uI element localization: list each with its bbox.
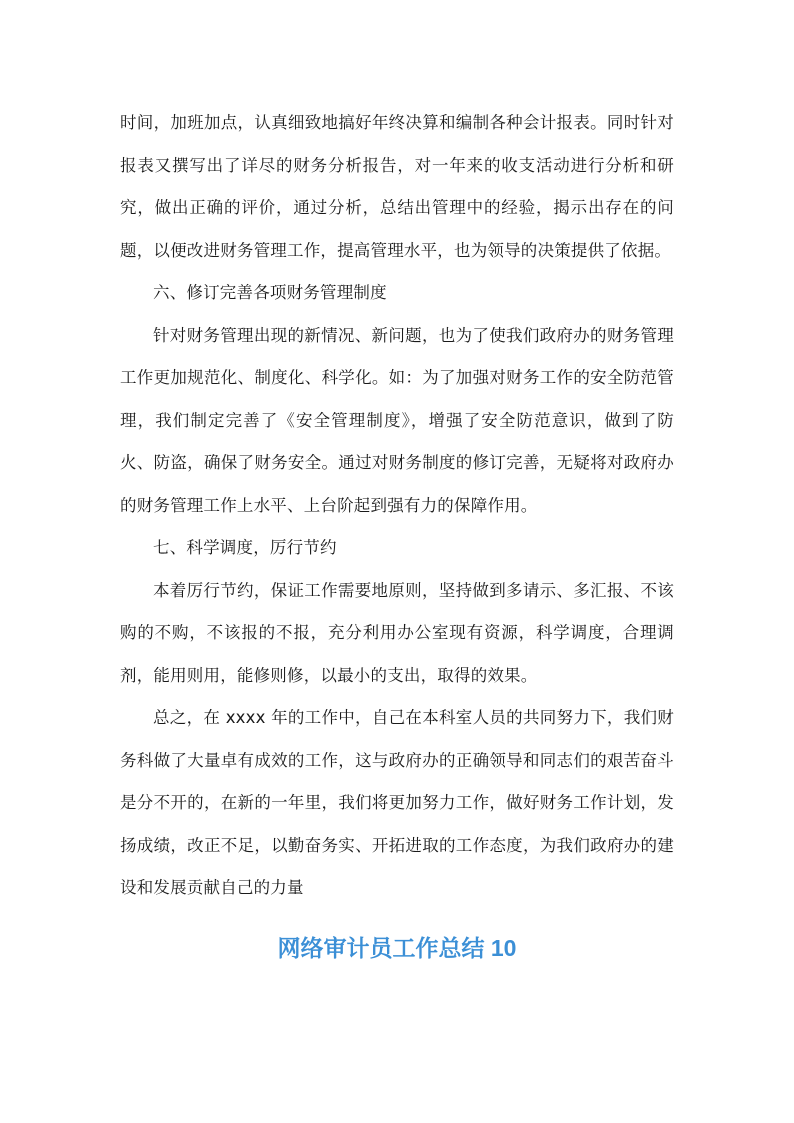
paragraph-report-continuation: 时间，加班加点，认真细致地搞好年终决算和编制各种会计报表。同时针对报表又撰写出了详尽的财务分析报告，对一年来的收支活动进行分析和研究，做出正确的评价，通过分析，总结出管理中的经验，揭示出存在的问题，以便改进财务管理工作，提高管理水平，也为领导的决策提供了依据。 (120, 113, 674, 260)
section-heading-revise-system: 六、修订完善各项财务管理制度 (153, 283, 387, 302)
paragraph-frugality: 本着厉行节约，保证工作需要地原则，坚持做到多请示、多汇报、不该购的不购，不该报的不报，充分利用办公室现有资源，科学调度，合理调剂，能用则用，能修则修，以最小的支出，取得的效果。 (120, 580, 674, 685)
section-title-next: 网络审计员工作总结 10 (277, 935, 517, 961)
document-body (120, 102, 674, 910)
paragraph-conclusion: 总之，在 xxxx 年的工作中，自己在本科室人员的共同努力下，我们财务科做了大量卓有成效的工作，这与政府办的正确领导和同志们的艰苦奋斗是分不开的，在新的一年里，我们将更加努力工作，做好财务工作计划，发扬成绩，改正不足，以勤奋务实、开拓进取的工作态度，为我们政府办的建设和发展贡献自己的力量 (120, 708, 674, 897)
paragraph-revise-system: 针对财务管理出现的新情况、新问题，也为了使我们政府办的财务管理工作更加规范化、制度化、科学化。如：为了加强对财务工作的安全防范管理，我们制定完善了《安全管理制度》，增强了安全防范意识，做到了防火、防盗，确保了财务安全。通过对财务制度的修订完善，无疑将对政府办的财务管理工作上水平、上台阶起到强有力的保障作用。 (120, 325, 674, 515)
section-heading-frugality: 七、科学调度，厉行节约 (153, 538, 337, 557)
